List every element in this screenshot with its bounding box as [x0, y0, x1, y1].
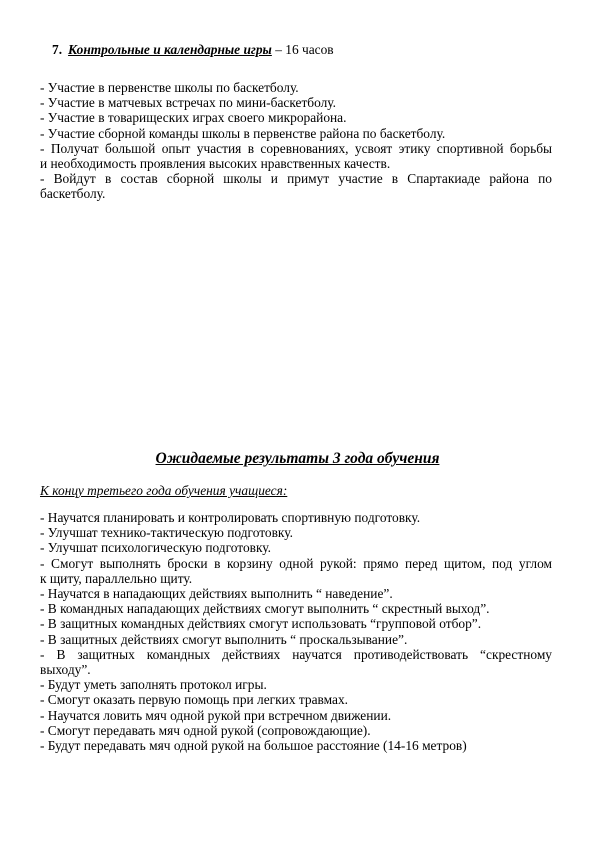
list-item: - В защитных действиях смогут выполнить “ проскальзывание”.	[40, 631, 408, 647]
results-subtitle: К концу третьего года обучения учащиеся:	[40, 483, 288, 498]
list-item: - Будут уметь заполнять протокол игры.	[40, 677, 267, 693]
list-item: - Будут передавать мяч одной рукой на большое расстояние (14-16 метров)	[40, 738, 467, 754]
list-item: - В командных нападающих действиях смогут выполнить “ скрестный выход”.	[40, 601, 490, 617]
list-item: - Научатся ловить мяч одной рукой при встречном движении.	[40, 707, 392, 723]
list-item: - Смогут выполнять броски в корзину одной рукой: прямо перед щитом, под углом	[40, 555, 552, 571]
list-item: - Участие в товарищеских играх своего микрорайона.	[40, 110, 347, 126]
list-item: - В защитных командных действиях смогут использовать “групповой отбор”.	[40, 616, 482, 632]
list-item: к щиту, параллельно щиту.	[40, 570, 193, 586]
section-hours: – 16 часов	[271, 42, 334, 57]
section-7-heading	[52, 41, 334, 59]
results-title: Ожидаемые результаты 3 года обучения	[155, 450, 440, 467]
list-item: - Получат большой опыт участия в соревнованиях, усвоят этику спортивной борьбы	[40, 140, 552, 156]
list-item: - Смогут оказать первую помощь при легких травмах.	[40, 692, 349, 708]
list-item: - Научатся планировать и контролировать спортивную подготовку.	[40, 510, 421, 525]
section-number: 7.	[52, 42, 63, 57]
results-list	[40, 510, 552, 753]
list-item: - Войдут в состав сборной школы и примут участие в Спартакиаде района по	[40, 171, 552, 187]
section-7-list	[40, 80, 552, 202]
list-item: - Участие в матчевых встречах по мини-баскетболу.	[40, 95, 337, 111]
section-title: Контрольные и календарные игры	[68, 42, 272, 57]
list-item: и необходимость проявления высоких нравственных качеств.	[40, 156, 391, 172]
list-item: - Улучшат психологическую подготовку.	[40, 540, 272, 556]
list-item: - Смогут передавать мяч одной рукой (сопровождающие).	[40, 722, 371, 738]
list-item: баскетболу.	[40, 186, 106, 202]
list-item: - В защитных командных действиях научатся противодействовать “скрестному	[40, 646, 552, 662]
list-item: - Научатся в нападающих действиях выполнить “ наведение”.	[40, 586, 393, 602]
list-item: выходу”.	[40, 662, 91, 678]
list-item: - Участие в первенстве школы по баскетболу.	[40, 80, 299, 95]
list-item: - Улучшат технико-тактическую подготовку.	[40, 525, 293, 541]
list-item: - Участие сборной команды школы в первенстве района по баскетболу.	[40, 125, 446, 141]
